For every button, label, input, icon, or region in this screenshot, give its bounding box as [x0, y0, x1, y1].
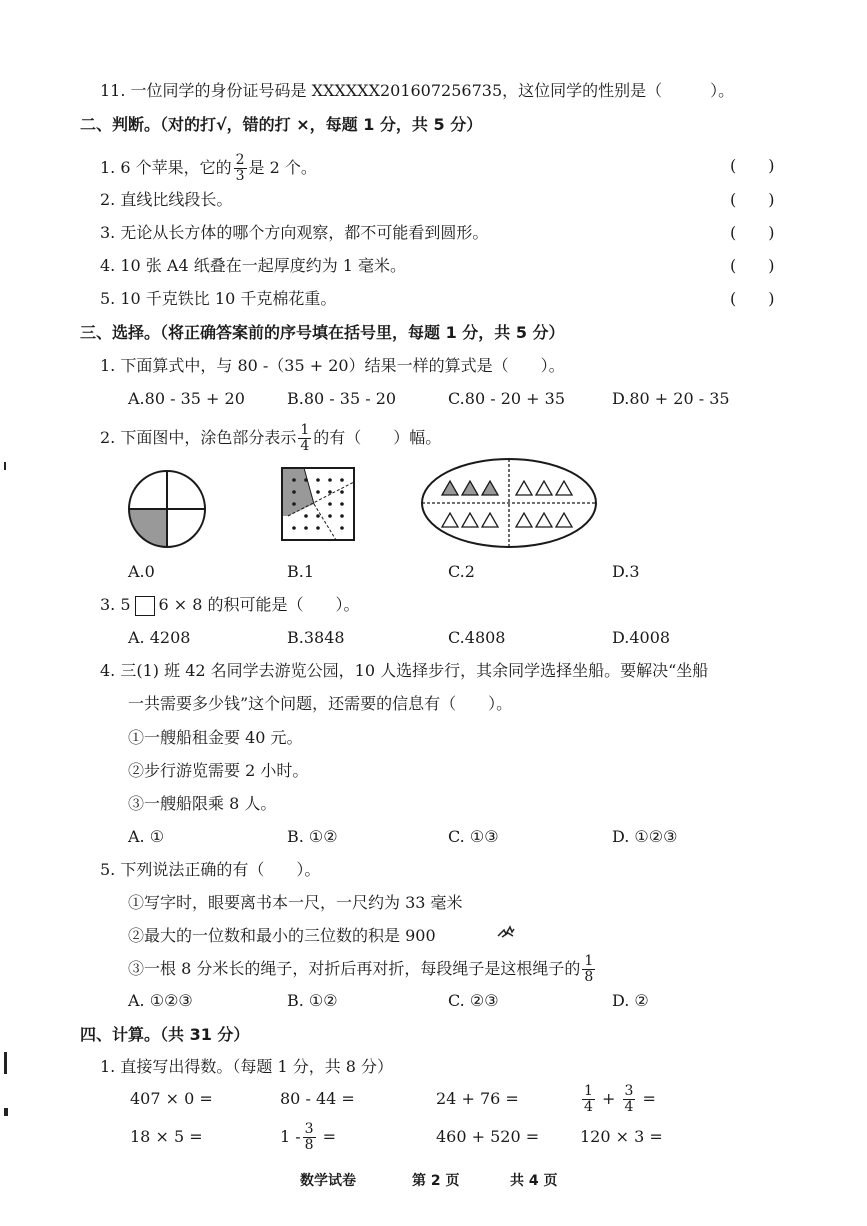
fraction-denominator: 4: [624, 1099, 634, 1115]
choice-q3-option-a[interactable]: A. 4208: [128, 628, 191, 647]
choice-q4-line1: 4. 三(1) 班 42 名同学去游览公园，10 人选择步行，其余同学选择坐船。要解决“坐船: [100, 661, 709, 680]
fraction-denominator: 4: [584, 1099, 593, 1115]
choice-q5-statement-2: ②最大的一位数和最小的三位数的积是 900: [128, 926, 436, 945]
choice-q2-option-d[interactable]: D.3: [612, 562, 640, 581]
choice-q2-pre: 2. 下面图中，涂色部分表示: [100, 428, 297, 447]
judge-item-4: 4. 10 张 A4 纸叠在一起厚度约为 1 毫米。: [100, 256, 407, 275]
choice-q5-statement-3-text: ③一根 8 分米长的绳子，对折后再对折，每段绳子是这根绳子的: [128, 959, 581, 978]
calc-80-44: 80 - 44 =: [280, 1089, 355, 1108]
fraction-numerator: 1: [584, 953, 594, 969]
answer-paren-1[interactable]: ( ): [730, 156, 775, 175]
calc-120x3: 120 × 3 =: [580, 1127, 663, 1146]
answer-paren-5[interactable]: ( ): [730, 289, 775, 308]
choice-q3-option-c[interactable]: C.4808: [448, 628, 506, 647]
calc-18x5: 18 × 5 =: [130, 1127, 203, 1146]
calc-24+76: 24 + 76 =: [436, 1089, 519, 1108]
choice-q4-option-a[interactable]: A. ①: [128, 827, 165, 846]
fraction-numerator: 1: [300, 422, 310, 438]
footer-page: 第 2 页: [412, 1173, 460, 1189]
judge-item-1-pre: 1. 6 个苹果，它的: [100, 158, 232, 177]
choice-q3-pre: 3. 5: [100, 595, 131, 614]
calc-subtitle: 1. 直接写出得数。（每题 1 分，共 8 分）: [100, 1057, 394, 1076]
choice-q5-option-b[interactable]: B. ①②: [287, 991, 338, 1010]
fraction-numerator: 3: [624, 1083, 634, 1099]
fraction-three-quarters: [623, 1084, 636, 1115]
judge-item-2: 2. 直线比线段长。: [100, 190, 233, 209]
choice-q1: 1. 下面算式中，与 80 -（35 + 20）结果一样的算式是（ ）。: [100, 356, 565, 375]
question-11: 11. 一位同学的身份证号码是 XXXXXX201607256735，这位同学的性别是（ ）。: [100, 81, 735, 100]
choice-q2-option-a[interactable]: A.0: [128, 562, 155, 581]
ink-smudge-icon: [496, 924, 516, 940]
judge-item-1-post: 是 2 个。: [248, 158, 317, 177]
judge-item-1: [100, 153, 317, 184]
choice-q4-info-2: ②步行游览需要 2 小时。: [128, 761, 309, 780]
fraction-denominator: 3: [235, 168, 245, 184]
choice-q5-option-c[interactable]: C. ②③: [448, 991, 499, 1010]
answer-paren-4[interactable]: ( ): [730, 256, 775, 275]
choice-q4-info-1: ①一艘船租金要 40 元。: [128, 728, 303, 747]
calc-460+520: 460 + 520 =: [436, 1127, 540, 1146]
section-4-title: 四、计算。（共 31 分）: [80, 1025, 250, 1044]
answer-paren-2[interactable]: ( ): [730, 190, 775, 209]
choice-q5-option-d[interactable]: D. ②: [612, 991, 649, 1010]
choice-q2-option-c[interactable]: C.2: [448, 562, 475, 581]
blank-digit-box[interactable]: [135, 596, 155, 616]
dotted-square-figure: [276, 462, 360, 546]
margin-mark: [4, 1108, 8, 1116]
calc-1-minus-text: 1 -: [280, 1127, 301, 1146]
choice-q2-option-b[interactable]: B.1: [287, 562, 315, 581]
choice-q5: 5. 下列说法正确的有（ ）。: [100, 860, 321, 879]
choice-q4-option-c[interactable]: C. ①③: [448, 827, 499, 846]
choice-q3-post: 6 × 8 的积可能是（ ）。: [158, 595, 360, 614]
judge-item-5: 5. 10 千克铁比 10 千克棉花重。: [100, 289, 337, 308]
fraction-one-quarter: [298, 423, 311, 454]
choice-q3-option-b[interactable]: B.3848: [287, 628, 345, 647]
fraction-denominator: 8: [584, 969, 594, 985]
margin-mark: [4, 1052, 7, 1074]
choice-q1-option-b[interactable]: B.80 - 35 - 20: [287, 389, 397, 408]
ellipse-triangles-figure: [418, 455, 600, 551]
fraction-one-eighth: [582, 954, 595, 985]
fraction-three-eighths: [303, 1122, 316, 1153]
calc-407x0: 407 × 0 =: [130, 1089, 213, 1108]
footer-total: 共 4 页: [510, 1173, 558, 1189]
choice-q4-option-b[interactable]: B. ①②: [287, 827, 338, 846]
choice-q1-option-a[interactable]: A.80 - 35 + 20: [128, 389, 245, 408]
choice-q4-line2: 一共需要多少钱”这个问题，还需要的信息有（ ）。: [128, 694, 513, 713]
fraction-denominator: 8: [304, 1137, 314, 1153]
answer-paren-3[interactable]: ( ): [730, 223, 775, 242]
fraction-one-quarter: [582, 1084, 595, 1115]
choice-q1-option-c[interactable]: C.80 - 20 + 35: [448, 389, 565, 408]
choice-q4-info-3: ③一艘船限乘 8 人。: [128, 794, 277, 813]
circle-quarter-figure: [120, 462, 220, 556]
fraction-denominator: 4: [300, 438, 310, 454]
footer-subject: 数学试卷: [300, 1173, 356, 1189]
fraction-numerator: 1: [584, 1083, 593, 1099]
choice-q5-statement-1: ①写字时，眼要离书本一尺，一尺约为 33 毫米: [128, 893, 463, 912]
fraction-numerator: 2: [235, 152, 245, 168]
choice-q3: [100, 594, 360, 616]
choice-q5-statement-3: [128, 954, 597, 985]
fraction-two-thirds: [234, 153, 247, 184]
choice-q1-option-d[interactable]: D.80 + 20 - 35: [612, 389, 730, 408]
calc-quarter-sum: $\frac{1}{4}$ + $\frac{3}{4}$ =: [584, 1083, 656, 1115]
choice-q4-option-d[interactable]: D. ①②③: [612, 827, 678, 846]
margin-mark: [4, 462, 6, 470]
choice-q3-option-d[interactable]: D.4008: [612, 628, 671, 647]
choice-q2: [100, 423, 441, 454]
calc-1-minus-three-eighths: 1 - $\frac{3}{8}$ =: [280, 1121, 337, 1153]
fraction-numerator: 3: [304, 1121, 314, 1137]
choice-q5-option-a[interactable]: A. ①②③: [128, 991, 193, 1010]
section-2-title: 二、判断。（对的打√，错的打 ×，每题 1 分，共 5 分）: [80, 115, 483, 134]
section-3-title: 三、选择。（将正确答案前的序号填在括号里，每题 1 分，共 5 分）: [80, 323, 565, 342]
choice-q2-post: 的有（ ）幅。: [313, 428, 442, 447]
judge-item-3: 3. 无论从长方体的哪个方向观察，都不可能看到圆形。: [100, 223, 489, 242]
